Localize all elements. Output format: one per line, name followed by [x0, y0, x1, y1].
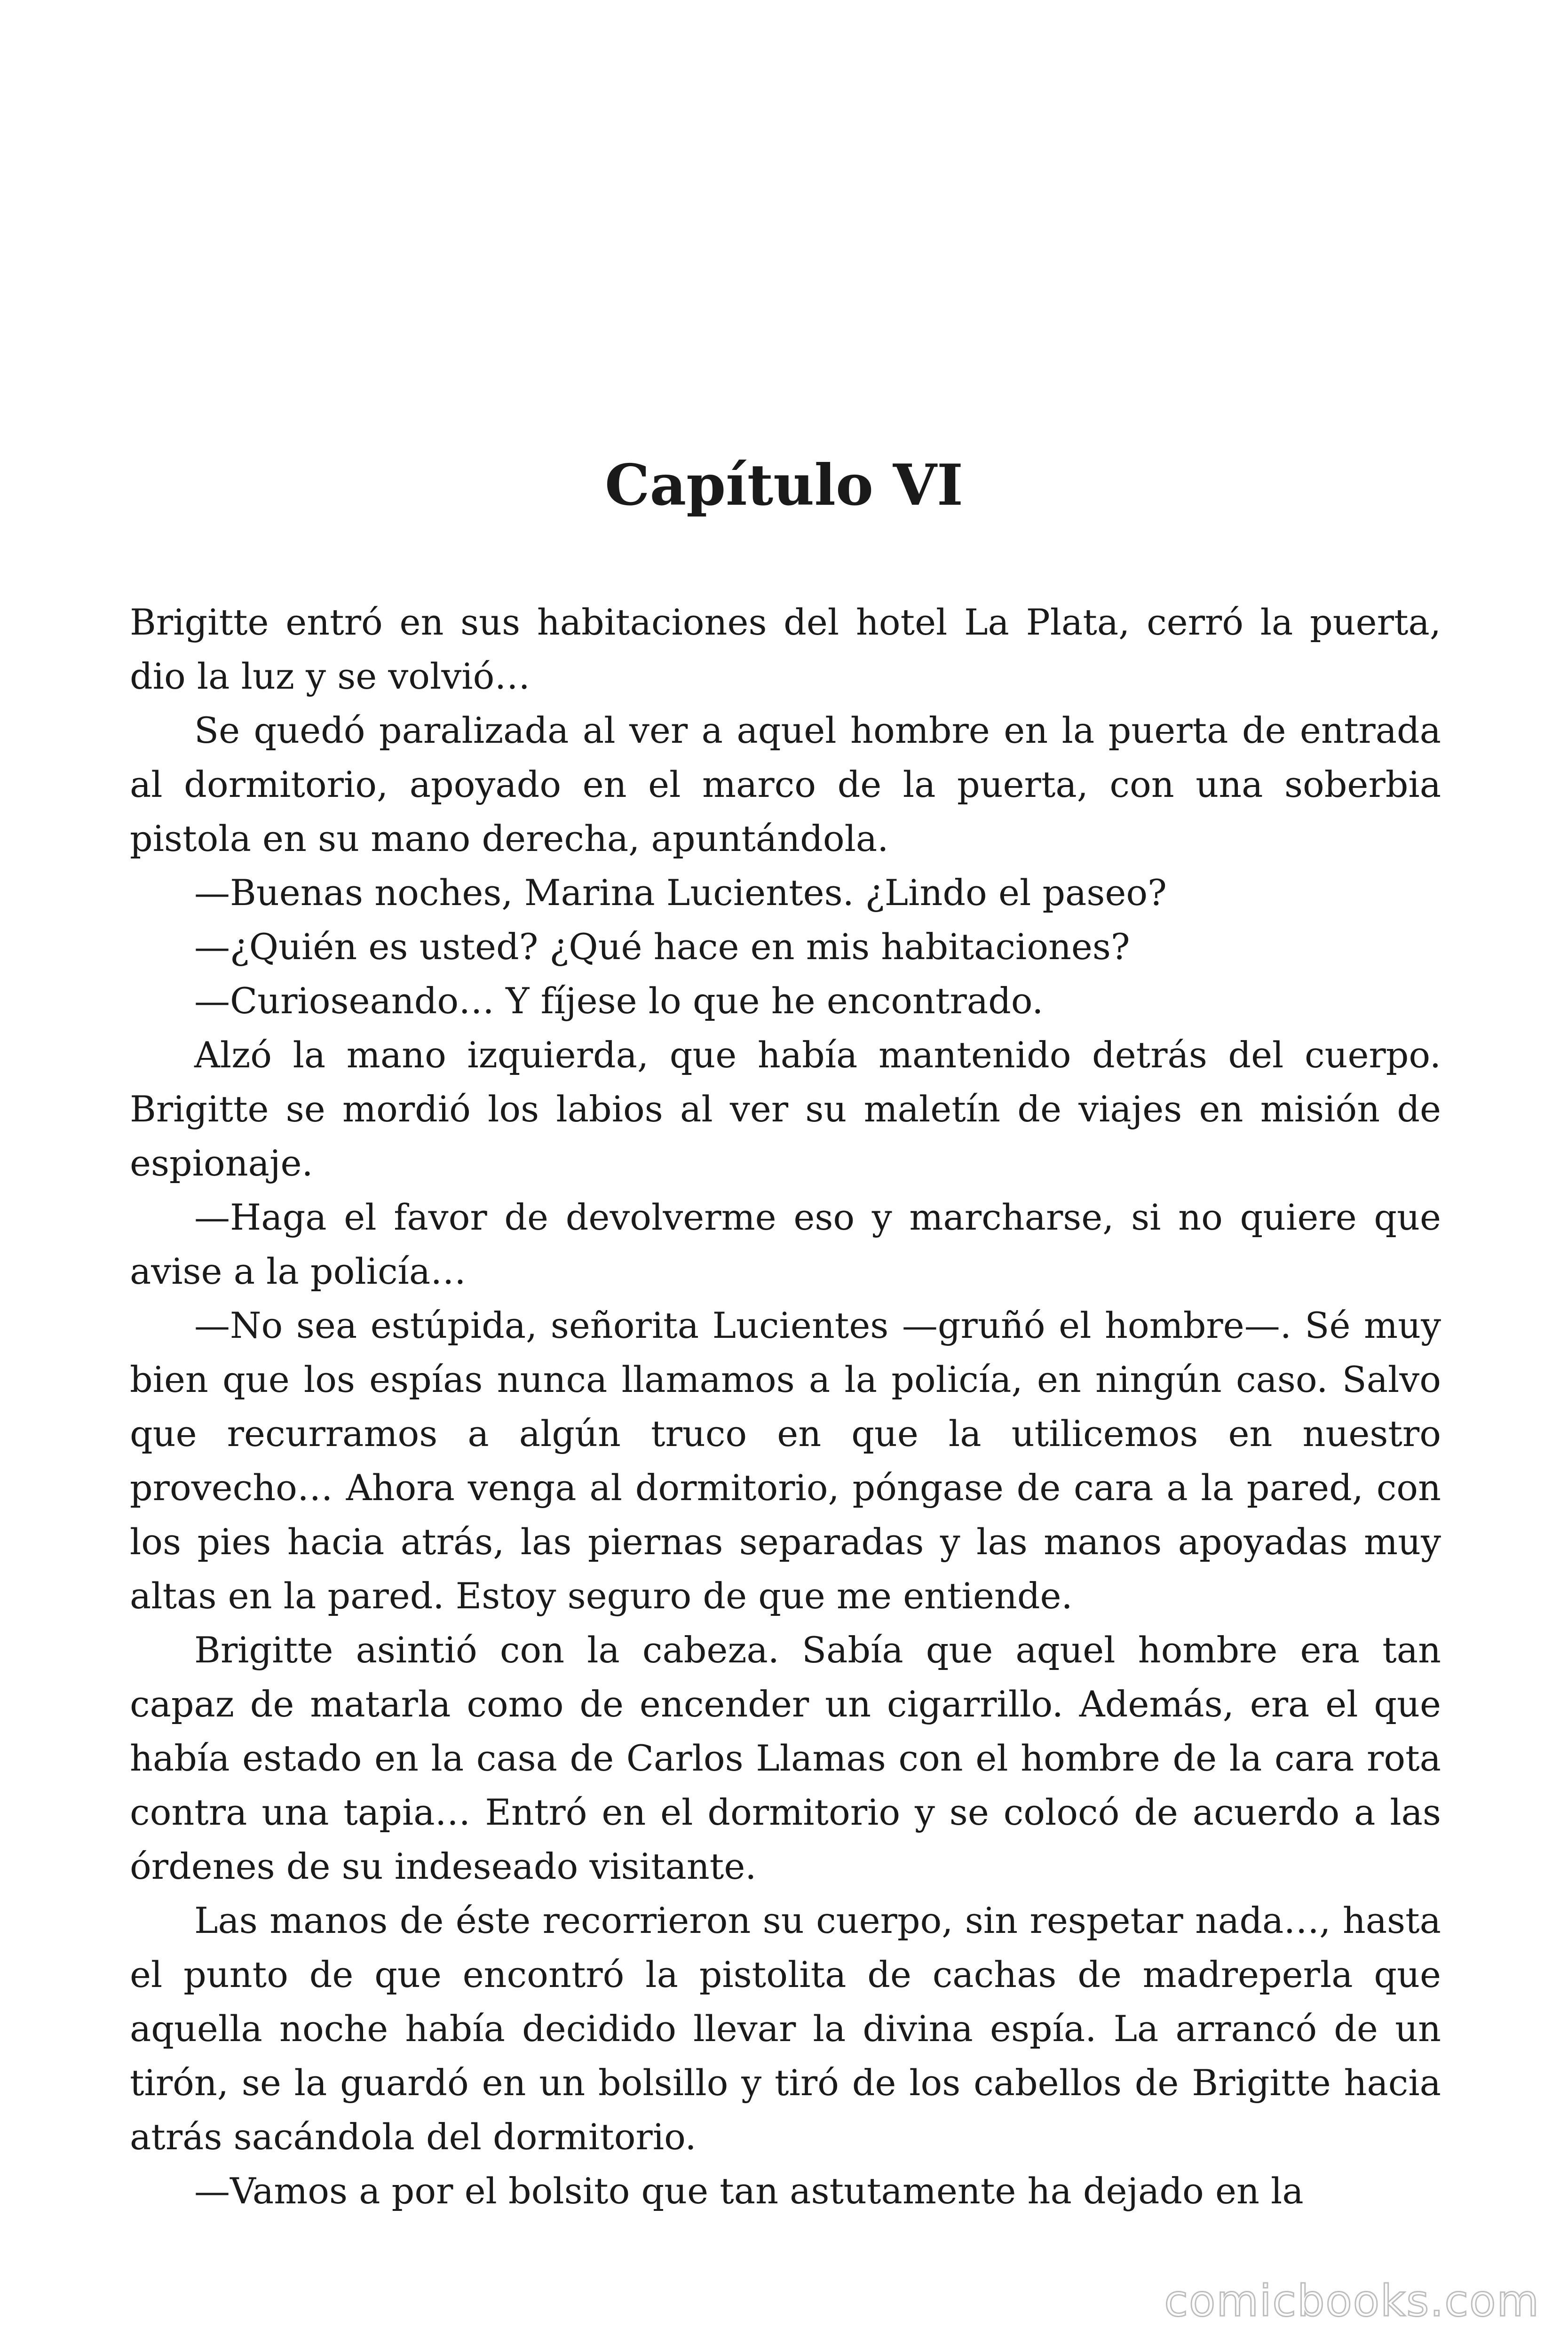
chapter-title: Capítulo VI	[604, 452, 964, 518]
paragraph-5: —Curioseando… Y fíjese lo que he encontrado.	[194, 980, 1044, 1022]
watermark: comicbooks.com	[1164, 2276, 1540, 2326]
paragraph-2: Se quedó paralizada al ver a aquel hombre en la puerta de entrada al dormitorio, apoyado en el marco de la puerta, con una soberbia pistola en su mano derecha, apuntándola.	[130, 709, 1441, 859]
paragraph-6: Alzó la mano izquierda, que había mantenido detrás del cuerpo. Brigitte se mordió los labios al ver su maletín de viajes en misión de espionaje.	[130, 1034, 1441, 1184]
paragraph-3: —Buenas noches, Marina Lucientes. ¿Lindo el paseo?	[194, 872, 1167, 914]
paragraph-7: —Haga el favor de devolverme eso y marcharse, si no quiere que avise a la policía…	[130, 1196, 1441, 1292]
paragraph-9: Brigitte asintió con la cabeza. Sabía que aquel hombre era tan capaz de matarla como de encender un cigarrillo. Además, era el que había estado en la casa de Carlos Llamas con el hombre de la cara rota contra una tapia… Entró en el dormitorio y se colocó de acuerdo a las órdenes de su indeseado visitante.	[130, 1629, 1441, 1887]
paragraph-4: —¿Quién es usted? ¿Qué hace en mis habitaciones?	[194, 926, 1130, 968]
paragraph-10: Las manos de éste recorrieron su cuerpo, sin respetar nada…, hasta el punto de que encontró la pistolita de cachas de madreperla que aquella noche había decidido llevar la divina espía. La arrancó de un tirón, se la guardó en un bolsillo y tiró de los cabellos de Brigitte hacia atrás sacándola del dormitorio.	[130, 1899, 1441, 2158]
paragraph-11: —Vamos a por el bolsito que tan astutamente ha dejado en la	[194, 2170, 1304, 2212]
paragraph-1: Brigitte entró en sus habitaciones del hotel La Plata, cerró la puerta, dio la luz y se volvió…	[130, 601, 1441, 697]
chapter-body	[130, 595, 1441, 2218]
paragraph-8: —No sea estúpida, señorita Lucientes —gruñó el hombre—. Sé muy bien que los espías nunca llamamos a la policía, en ningún caso. Salvo que recurramos a algún truco en que la utilicemos en nuestro provecho… Ahora venga al dormitorio, póngase de cara a la pared, con los pies hacia atrás, las piernas separadas y las manos apoyadas muy altas en la pared. Estoy seguro de que me entiende.	[130, 1304, 1441, 1617]
